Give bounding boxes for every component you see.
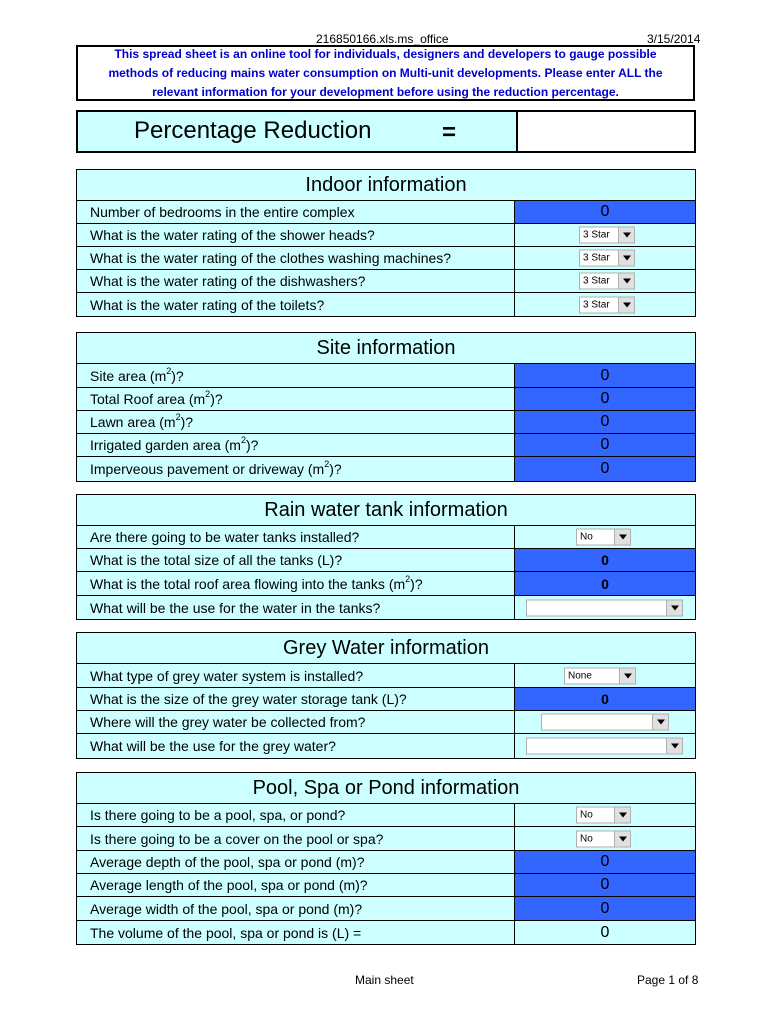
answer-cell: [515, 734, 695, 758]
section-title: Pool, Spa or Pond information: [77, 773, 695, 804]
grey-water-section: [76, 632, 696, 759]
question-label: Is there going to be a pool, spa, or pond?: [77, 804, 515, 826]
question-label: Average width of the pool, spa or pond (m)?: [77, 897, 515, 920]
question-label: Imperveous pavement or driveway (m $^2$ )?: [77, 457, 515, 481]
rain-tank-section: [76, 494, 696, 620]
pavement-area-input[interactable]: 0: [515, 457, 695, 481]
answer-cell: [515, 270, 695, 292]
question-label: Are there going to be water tanks installed?: [77, 526, 515, 548]
chevron-down-icon[interactable]: [614, 831, 630, 846]
pool-volume-value: 0: [600, 923, 610, 941]
tank-water-use-select[interactable]: [526, 599, 683, 616]
pool-depth-input[interactable]: 0: [515, 851, 695, 873]
grey-collection-select[interactable]: [541, 714, 669, 731]
intro-box: [76, 45, 695, 101]
tank-size-input[interactable]: 0: [515, 549, 695, 571]
table-row: [77, 874, 695, 897]
question-label: Is there going to be a cover on the pool or spa?: [77, 827, 515, 850]
answer-cell: [515, 224, 695, 246]
table-row: [77, 688, 695, 711]
chevron-down-icon[interactable]: [618, 228, 634, 243]
question-label: What will be the use for the grey water?: [77, 734, 515, 758]
grey-tank-size-input[interactable]: 0: [515, 688, 695, 710]
question-label: Total Roof area (m $^2$ )?: [77, 388, 515, 410]
answer-cell: [515, 827, 695, 850]
table-row: [77, 596, 695, 619]
table-row: [77, 804, 695, 827]
table-row: [77, 270, 695, 293]
site-area-input[interactable]: 0: [515, 364, 695, 387]
footer-sheet-name: Main sheet: [355, 973, 414, 987]
header-date: 3/15/2014: [647, 32, 701, 46]
table-row: [77, 224, 695, 247]
answer-cell: [515, 804, 695, 826]
question-label: What is the water rating of the shower heads?: [77, 224, 515, 246]
question-label: Average depth of the pool, spa or pond (m)?: [77, 851, 515, 873]
table-row: [77, 526, 695, 549]
question-label: What is the water rating of the clothes washing machines?: [77, 247, 515, 269]
washing-machine-rating-select[interactable]: 3 Star: [579, 250, 635, 267]
question-label: What is the water rating of the toilets?: [77, 293, 515, 316]
answer-cell: [515, 664, 695, 687]
question-label: What is the total size of all the tanks (L)?: [77, 549, 515, 571]
question-label: Irrigated garden area (m $^2$ )?: [77, 434, 515, 456]
question-label: The volume of the pool, spa or pond is (L) =: [77, 921, 515, 944]
grey-system-select[interactable]: None: [564, 667, 636, 684]
chevron-down-icon[interactable]: [618, 297, 634, 312]
tanks-installed-select[interactable]: No: [576, 529, 631, 546]
answer-cell: [515, 526, 695, 548]
section-title: Indoor information: [77, 170, 695, 201]
table-row: [77, 247, 695, 270]
chevron-down-icon[interactable]: [618, 274, 634, 289]
percentage-reduction-box: [76, 110, 696, 153]
grey-water-use-select[interactable]: [526, 738, 683, 755]
intro-text: This spread sheet is an online tool for individuals, designers and developers to gauge possible methods of reducing mains water consumption on Multi-unit developments. Please enter ALL the relevant information for your development before using the reduction percentage.: [108, 46, 663, 99]
table-row: [77, 293, 695, 316]
toilet-rating-select[interactable]: 3 Star: [579, 296, 635, 313]
pool-cover-select[interactable]: No: [576, 830, 631, 847]
table-row: [77, 897, 695, 921]
lawn-area-input[interactable]: 0: [515, 411, 695, 433]
percentage-equals: =: [442, 119, 457, 146]
answer-cell: [515, 596, 695, 619]
chevron-down-icon[interactable]: [619, 668, 635, 683]
table-row: [77, 549, 695, 572]
section-title: Grey Water information: [77, 633, 695, 664]
chevron-down-icon[interactable]: [652, 715, 668, 730]
question-label: Lawn area (m $^2$ )?: [77, 411, 515, 433]
question-label: Number of bedrooms in the entire complex: [77, 201, 515, 223]
pool-section: [76, 772, 696, 945]
answer-cell: [515, 247, 695, 269]
table-row: [77, 457, 695, 481]
table-row: [77, 851, 695, 874]
table-row: [77, 411, 695, 434]
chevron-down-icon[interactable]: [614, 530, 630, 545]
percentage-value: [518, 112, 694, 151]
table-row: [77, 921, 695, 944]
pool-exists-select[interactable]: No: [576, 807, 631, 824]
table-row: [77, 434, 695, 457]
table-row: [77, 201, 695, 224]
chevron-down-icon[interactable]: [618, 251, 634, 266]
chevron-down-icon[interactable]: [666, 600, 682, 615]
shower-rating-select[interactable]: 3 Star: [579, 227, 635, 244]
table-row: [77, 734, 695, 758]
footer-page-number: Page 1 of 8: [637, 973, 699, 987]
question-label: Average length of the pool, spa or pond (m)?: [77, 874, 515, 896]
chevron-down-icon[interactable]: [614, 808, 630, 823]
question-label: What is the water rating of the dishwashers?: [77, 270, 515, 292]
table-row: [77, 572, 695, 596]
section-title: Site information: [77, 333, 695, 364]
table-row: [77, 364, 695, 388]
tank-roof-area-input[interactable]: 0: [515, 572, 695, 595]
question-label: What is the size of the grey water storage tank (L)?: [77, 688, 515, 710]
question-label: What will be the use for the water in the tanks?: [77, 596, 515, 619]
bedrooms-input[interactable]: 0: [515, 201, 695, 223]
percentage-label: Percentage Reduction: [134, 117, 372, 144]
pool-width-input[interactable]: 0: [515, 897, 695, 920]
table-row: [77, 711, 695, 734]
garden-area-input[interactable]: 0: [515, 434, 695, 456]
answer-cell: [515, 293, 695, 316]
percentage-label-cell: [78, 112, 518, 151]
table-row: [77, 388, 695, 411]
question-label: What type of grey water system is installed?: [77, 664, 515, 687]
roof-area-input[interactable]: 0: [515, 388, 695, 410]
dishwasher-rating-select[interactable]: 3 Star: [579, 273, 635, 290]
header-filename: 216850166.xls.ms_office: [316, 32, 449, 46]
site-section: [76, 332, 696, 482]
question-label: Site area (m $^2$ )?: [77, 364, 515, 387]
table-row: [77, 827, 695, 851]
question-label: Where will the grey water be collected from?: [77, 711, 515, 733]
pool-length-input[interactable]: 0: [515, 874, 695, 896]
chevron-down-icon[interactable]: [666, 739, 682, 754]
indoor-section: [76, 169, 696, 317]
section-title: Rain water tank information: [77, 495, 695, 526]
question-label: What is the total roof area flowing into the tanks (m $^2$ )?: [77, 572, 515, 595]
table-row: [77, 664, 695, 688]
answer-cell: [515, 711, 695, 733]
